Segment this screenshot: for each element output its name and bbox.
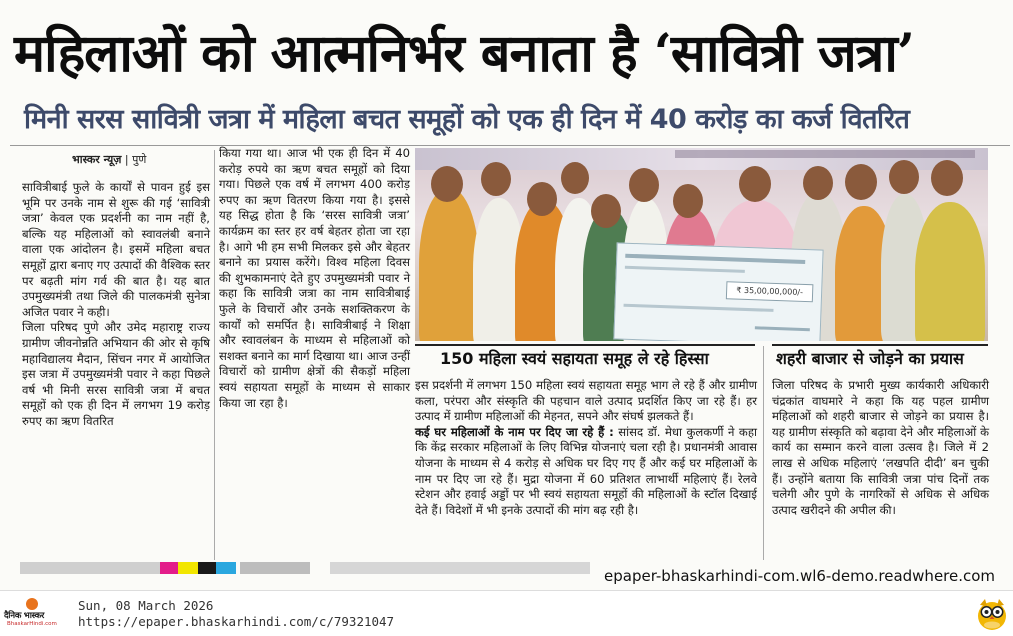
headline: महिलाओं को आत्मनिर्भर बनाता है ‘सावित्री जत्रा’: [14, 23, 914, 84]
section1-lead: कई घर महिलाओं के नाम पर दिए जा रहे हैं :: [415, 424, 614, 439]
watermark: epaper-bhaskarhindi-com.wl6-demo.readwhere.com: [604, 567, 996, 585]
section1-paragraph-2: [415, 425, 757, 519]
byline: भास्कर न्यूज़ | पुणे: [72, 153, 147, 166]
bhaskar-logo[interactable]: [4, 598, 62, 628]
column-1: [22, 180, 210, 430]
cheque-amount: ₹ 35,00,00,000/-: [726, 281, 814, 302]
column-divider: [763, 346, 764, 560]
byline-source: भास्कर न्यूज़: [72, 153, 122, 166]
section-heading-2: शहरी बाजार से जोड़ने का प्रयास: [776, 349, 964, 368]
column-divider: [214, 150, 215, 560]
divider: [10, 145, 1010, 146]
section1-body: सांसद डॉ. मेधा कुलकर्णी ने कहा कि केंद्र सरकार महिलाओं के लिए विभिन्न योजनाएं चला रही है। प्रधानमंत्री आवास योजना के माध्यम से 4 करोड़ से अधिक घर दिए गए हैं और कई घर महिलाओं के नाम पर दिए जा रहे हैं। मुद्रा योजना में 60 प्रतिशत लाभार्थी महिलाएं हैं। रेलवे स्टेशन और हवाई अड्डों पर भी स्वयं सहायता समूहों की महिलाओं के स्टॉल दिखाई देते हैं। विदेशों में भी इनके उत्पादों की मांग बढ़ रही है।: [415, 424, 757, 517]
footer-date: Sun, 08 March 2026: [78, 598, 214, 613]
cheque-board: [613, 242, 823, 341]
col1-paragraph-1: सावित्रीबाई फुले के कार्यों से पावन हुई इस भूमि पर उनके नाम से शुरू की गई ‘सावित्री जत्रा’ केवल एक प्रदर्शनी का नाम नहीं है, बल्कि यह महिलाओं को स्वावलंबी बनाने वाला एक आंदोलन है। इसमें महिला बचत समूहों द्वारा बनाए गए उत्पादों की वैश्विक स्तर पर बढ़ती मांग गर्व की बात है। यह बात उपमुख्यमंत्री तथा जिले की पालकमंत्री सुनेत्रा अजित पवार ने कही।: [22, 180, 210, 319]
logo-subtext: BhaskarHindi.com: [7, 621, 57, 627]
col2-paragraph-1: किया गया था। आज भी एक ही दिन में 40 करोड़ रुपये का ऋण बचत समूहों को दिया गया। पिछले एक वर्ष में लगभग 400 करोड़ रुपए का ऋण वितरण किया गया है। इससे यह सिद्ध होता है कि ‘सरस सावित्री जत्रा’ कार्यक्रम का स्तर हर वर्ष बेहतर होता जा रहा है। आगे भी हम सभी मिलकर इसे और बेहतर बनाने का प्रयास करेंगे। विश्व महिला दिवस की शुभकामनाएं देते हुए उपमुख्यमंत्री पवार ने कहा कि सावित्री जत्रा का नाम सावित्रीबाई फुले के विचारों और उनके सशक्तिकरण के कार्यों को समर्पित है। सावित्रीबाई ने शिक्षा और स्वावलंबन के माध्यम से महिलाओं को सशक्त बनाने का मार्ग दिखाया था। आज उन्हीं विचारों को ग्रामीण क्षेत्रों की सैकड़ों महिला स्वयं सहायता समूहों के माध्यम से साकार किया जा रहा है।: [219, 146, 410, 410]
event-photo: [415, 148, 988, 341]
section-heading-1: 150 महिला स्वयं सहायता समूह ले रहे हिस्सा: [440, 349, 709, 368]
column-3: [415, 378, 757, 518]
section1-paragraph-1: इस प्रदर्शनी में लगभग 150 महिला स्वयं सहायता समूह भाग ले रहे हैं और ग्रामीण कला, परंपरा और संस्कृति की पहचान वाले उत्पाद प्रदर्शित किए जा रहे हैं। हर उत्पाद में ग्रामीण महिलाओं की मेहनत, सपने और संघर्ष झलकते हैं।: [415, 378, 757, 424]
logo-text: दैनिक भास्कर: [4, 611, 45, 621]
section2-paragraph-1: जिला परिषद के प्रभारी मुख्य कार्यकारी अधिकारी चंद्रकांत वाघमारे ने कहा कि यह पहल ग्रामीण महिलाओं को शहरी बाजार से जोड़ने का प्रयास है। यह ग्रामीण संस्कृति को बढ़ावा देने और महिलाओं के कार्य का सम्मान करने वाला उत्सव है। जिले में 2 लाख से अधिक महिलाएं ‘लखपति दीदी’ बन चुकी हैं। उन्होंने बताया कि सावित्री जत्रा पांच दिनों तक चलेगी और पुणे के नागरिकों से अधिक से अधिक उत्पाद खरीदने की अपील की।: [772, 378, 989, 517]
sun-icon: [26, 598, 38, 610]
column-4: [772, 378, 989, 518]
subheadline: मिनी सरस सावित्री जत्रा में महिला बचत समूहों को एक ही दिन में 40 करोड़ का कर्ज वितरित: [24, 104, 910, 135]
footer-url[interactable]: https://epaper.bhaskarhindi.com/c/79321047: [78, 614, 395, 629]
owl-icon[interactable]: [976, 597, 1008, 631]
column-2: [219, 146, 410, 411]
byline-city: पुणे: [132, 153, 147, 166]
col1-paragraph-2: जिला परिषद पुणे और उमेद महाराष्ट्र राज्य ग्रामीण जीवनोन्नति अभियान की ओर से कृषि महाविद्यालय मैदान, सिंचन नगर में आयोजित इस जत्रा में उपमुख्यमंत्री पवार ने कहा पिछले वर्ष भी मिनी सरस सावित्री जत्रा में बचत समूहों को एक ही दिन में लगभग 19 करोड़ रुपए का ऋण वितरित: [22, 320, 210, 428]
